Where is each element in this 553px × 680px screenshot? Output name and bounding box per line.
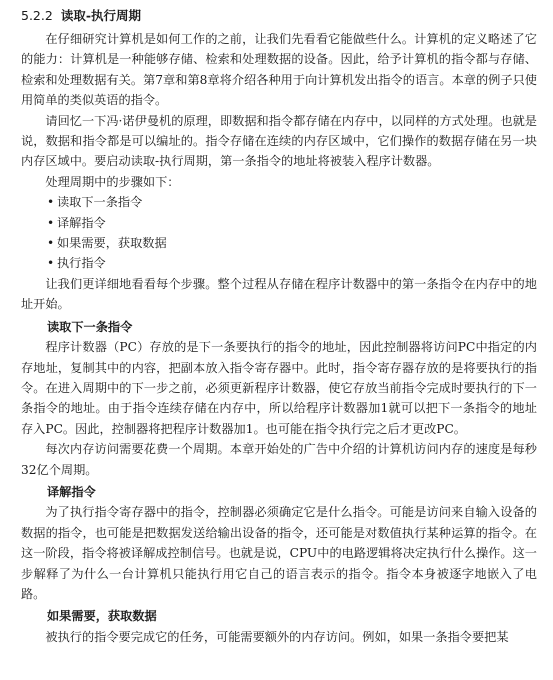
paragraph-von-neumann: 请回忆一下冯·诺伊曼机的原理，即数据和指令都存储在内存中，以同样的方式处理。也就是说，数据和指令都是可以编址的。指令存储在连续的内存区域中，它们操作的数据存储在另一块内存区域中。要启动读取-执行周期，第一条指令的地址将被装入程序计数器。 bbox=[21, 113, 537, 169]
subheading-fetch: 读取下一条指令 bbox=[47, 319, 133, 334]
paragraph-fetch: 程序计数器（PC）存放的是下一条要执行的指令的地址，因此控制器将访问PC中指定的内存地址，复制其中的内容，把副本放入指令寄存器中。此时，指令寄存器存放的是将要执行的指令。在进入周期中的下一步之前，必须更新程序计数器，使它存放当前指令完成时要执行的下一条指令的地址。由于指令连续存储在内存中，所以给程序计数器加1就可以把下一条指令的地址存入PC。因此，控制器将把程序计数器加1。也可能在指令执行完之后才更改PC。 bbox=[21, 340, 537, 436]
subheading-get-data: 如果需要，获取数据 bbox=[47, 609, 157, 624]
list-item bbox=[47, 213, 537, 233]
bullet-icon: • bbox=[47, 215, 55, 230]
bullet-icon: • bbox=[47, 195, 55, 210]
bullet-icon: • bbox=[47, 256, 55, 271]
paragraph-memory-access: 每次内存访问需要花费一个周期。本章开始处的广告中介绍的计算机访问内存的速度是每秒32亿个周期。 bbox=[21, 442, 537, 477]
bullet-icon: • bbox=[47, 236, 55, 251]
paragraph-intro: 在仔细研究计算机是如何工作的之前，让我们先看看它能做些什么。计算机的定义略述了它的能力：计算机是一种能够存储、检索和处理数据的设备。因此，给予计算机的指令都与存储、检索和处理数据有关。第7章和第8章将介绍各种用于向计算机发出指令的语言。本章的例子只使用简单的类似英语的指令。 bbox=[21, 32, 537, 108]
section-title: 读取-执行周期 bbox=[60, 8, 142, 23]
steps-list bbox=[21, 192, 537, 274]
list-item bbox=[47, 233, 537, 253]
subheading-decode: 译解指令 bbox=[47, 484, 96, 499]
step-label: 执行指令 bbox=[57, 256, 106, 271]
section-number: 5.2.2 bbox=[21, 8, 53, 23]
paragraph-steps-intro: 处理周期中的步骤如下： bbox=[45, 174, 180, 189]
list-item bbox=[47, 253, 537, 273]
section-heading bbox=[21, 7, 537, 25]
paragraph-decode: 为了执行指令寄存器中的指令，控制器必须确定它是什么指令。可能是访问来自输入设备的数据的指令，也可能是把数据发送给输出设备的指令，还可能是对数值执行某种运算的指令。在这一阶段，指令将被译解成控制信号。也就是说，CPU中的电路逻辑将决定执行什么操作。这一步解释了为什么一台计算机只能执行用它自己的语言表示的指令。指令本身被逐字地嵌入了电路。 bbox=[21, 505, 537, 601]
step-label: 如果需要，获取数据 bbox=[57, 236, 167, 251]
paragraph-get-data: 被执行的指令要完成它的任务，可能需要额外的内存访问。例如，如果一条指令要把某 bbox=[45, 629, 509, 644]
paragraph-overview: 让我们更详细地看看每个步骤。整个过程从存储在程序计数器中的第一条指令在内存中的地址开始。 bbox=[21, 276, 537, 312]
step-label: 译解指令 bbox=[57, 215, 106, 230]
step-label: 读取下一条指令 bbox=[57, 195, 143, 210]
list-item bbox=[47, 192, 537, 212]
